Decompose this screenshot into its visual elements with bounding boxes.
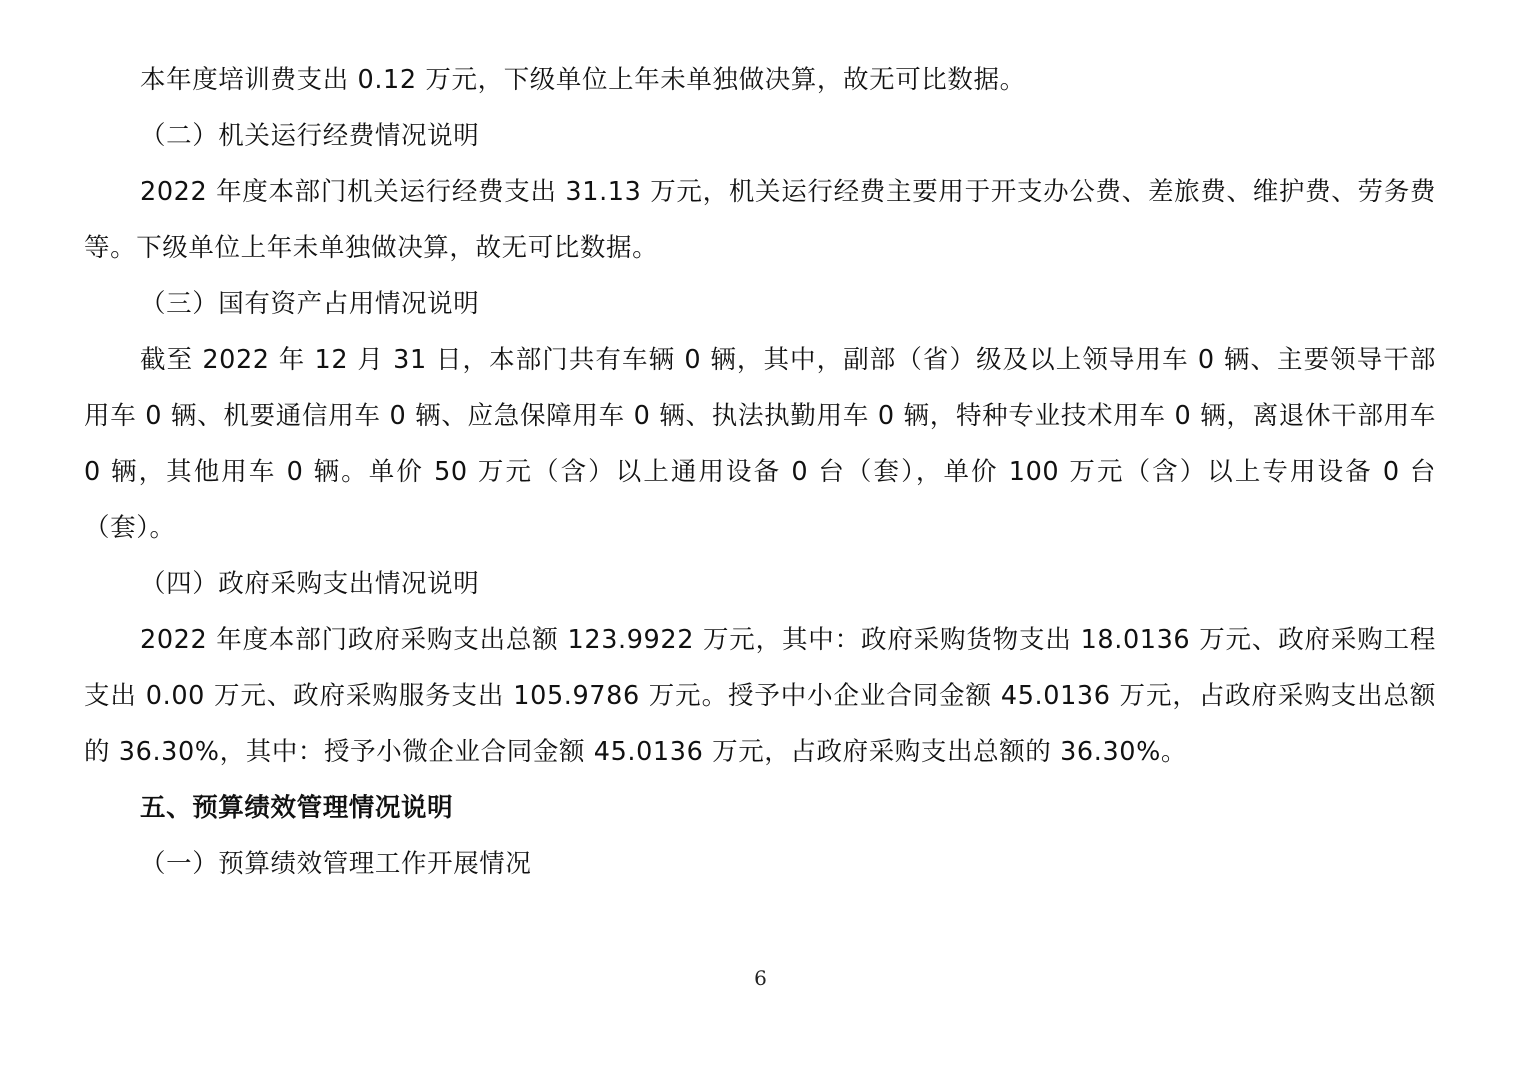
paragraph-state-assets: 截至 2022 年 12 月 31 日，本部门共有车辆 0 辆，其中，副部（省）级及以上领导用车 0 辆、主要领导干部用车 0 辆、机要通信用车 0 辆、应急保障用车 0 辆、执法执勤用车 0 辆，特种专业技术用车 0 辆，离退休干部用车 0 辆，其他用车 0 辆。单价 50 万元（含）以上通用设备 0 台（套），单价 100 万元（含）以上专用设备 0 台（套）。 (84, 345, 1436, 543)
paragraph-government-procurement: 2022 年度本部门政府采购支出总额 123.9922 万元，其中：政府采购货物支出 18.0136 万元、政府采购工程支出 0.00 万元、政府采购服务支出 105.9786 万元。授予中小企业合同金额 45.0136 万元，占政府采购支出总额的 36.30%，其中：授予小微企业合同金额 45.0136 万元，占政府采购支出总额的 36.30%。 (84, 625, 1436, 767)
document-body (84, 52, 1436, 892)
subheading-office-operating-funds: （二）机关运行经费情况说明 (140, 121, 480, 151)
subheading-government-procurement: （四）政府采购支出情况说明 (140, 569, 480, 599)
paragraph-office-operating-funds: 2022 年度本部门机关运行经费支出 31.13 万元，机关运行经费主要用于开支办公费、差旅费、维护费、劳务费等。下级单位上年未单独做决算，故无可比数据。 (84, 177, 1436, 263)
subheading-state-assets: （三）国有资产占用情况说明 (140, 289, 480, 319)
page-number: 6 (754, 966, 767, 990)
paragraph-training-expense: 本年度培训费支出 0.12 万元，下级单位上年未单独做决算，故无可比数据。 (140, 65, 1026, 95)
subheading-budget-performance-work: （一）预算绩效管理工作开展情况 (140, 849, 532, 879)
section-heading-budget-performance: 五、预算绩效管理情况说明 (140, 793, 454, 823)
